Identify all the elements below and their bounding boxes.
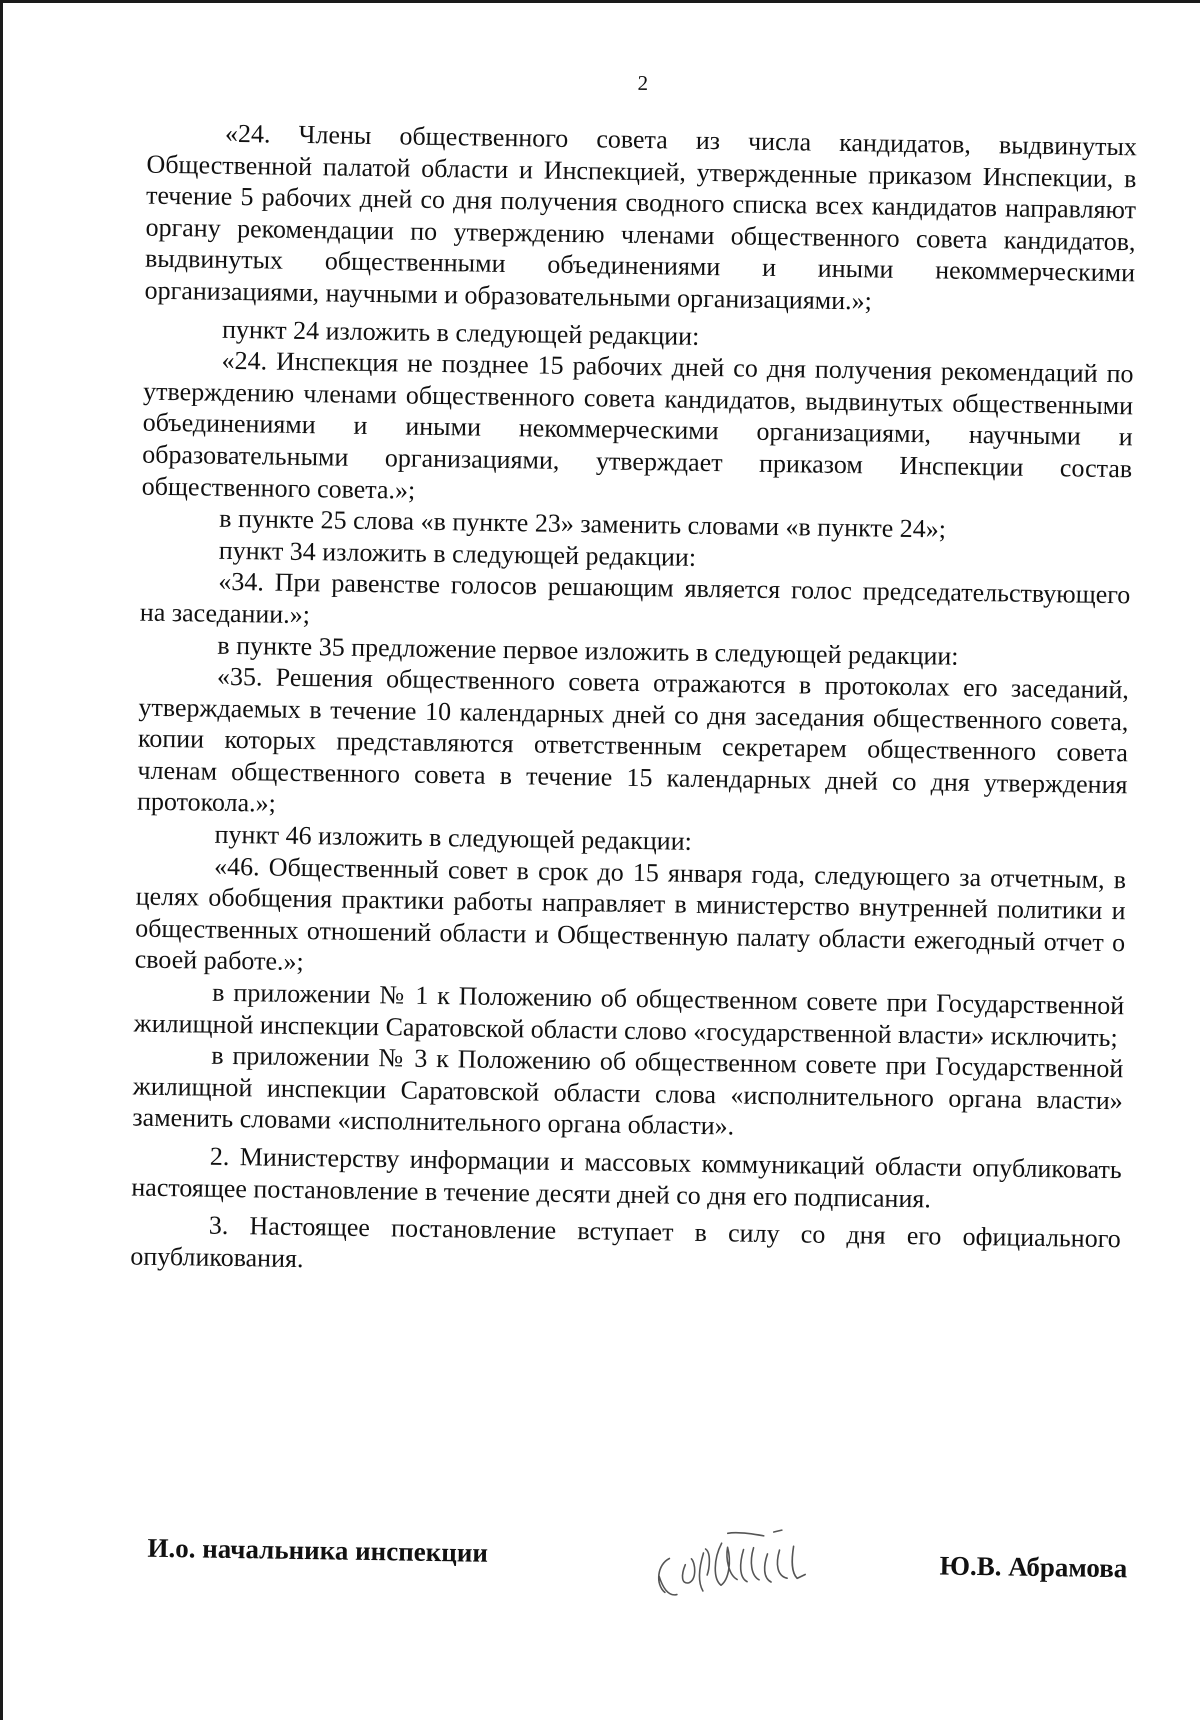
paragraph-item-35-new: «35. Решения общественного совета отражаются в протоколах его заседаний, утверждаемых в течение 10 календарных дней со дня заседания общественного совета, копии которых представляются ответственным секретарем общественного совета членам общественного совета в течение 15 календарных дней со дня утверждения протокола.»; xyxy=(136,661,1130,819)
paragraph-appendix-1: в приложении № 1 к Положению об общественном совете при Государственной жилищной инспекции Саратовской области слово «государственной власти» исключить; xyxy=(133,977,1125,1052)
signatory-position: И.о. начальника инспекции xyxy=(147,1532,489,1568)
paragraph-amend-35-intro: в пункте 35 предложение первое изложить в следующей редакции: xyxy=(217,630,959,671)
paragraph-amend-24-intro: пункт 24 изложить в следующей редакции: xyxy=(221,314,700,351)
paragraph-appendix-3: в приложении № 3 к Положению об общественном совете при Государственной жилищной инспекции Саратовской области слова «исполнительного органа власти» заменить словами «исполнительного органа области». xyxy=(132,1040,1124,1141)
paragraph-item-34-new: «34. При равенстве голосов решающим является голос председательствующего на заседании.»; xyxy=(139,567,1131,630)
paragraph-amend-25: в пункте 25 слова «в пункте 23» заменить словами «в пункте 24»; xyxy=(219,503,947,544)
handwritten-signature xyxy=(647,1518,828,1605)
paragraph-item-46-new: «46. Общественный совет в срок до 15 января года, следующего за отчетным, в целях обобщения практики работы направляет в министерство внутренней политики и общественных отношений области и Общественную палату области ежегодный отчет о своей работе.»; xyxy=(134,851,1127,977)
paragraph-amend-34-intro: пункт 34 изложить в следующей редакции: xyxy=(218,535,697,572)
signatory-name: Ю.В. Абрамова xyxy=(939,1550,1128,1584)
paragraph-item-24-new: «24. Инспекция не позднее 15 рабочих дней со дня получения рекомендаций по утверждению членами общественного совета кандидатов, выдвинутых общественными объединениями и иными некоммерческими организациями, научными и образовательными организациями, утверждает приказом Инспекции состав общественного совета.»; xyxy=(141,345,1134,505)
paragraph-amend-46-intro: пункт 46 изложить в следующей редакции: xyxy=(214,819,693,856)
document-page xyxy=(130,63,1138,1287)
paragraph-clause-3: 3. Настоящее постановление вступает в силу со дня его официального опубликования. xyxy=(130,1210,1121,1273)
signature-block xyxy=(147,1511,1128,1616)
page-number: 2 xyxy=(637,70,649,96)
paragraph-item-24-old: «24. Члены общественного совета из числа кандидатов, выдвинутых Общественной палатой области и Инспекцией, утвержденные приказом Инспекции, в течение 5 рабочих дней со дня получения сводного списка всех кандидатов направляют органу рекомендации по утверждению членами общественного совета кандидатов, выдвинутых общественными объединениями и иными некоммерческими организациями, научными и образовательными организациями.»; xyxy=(144,118,1138,316)
paragraph-clause-2: 2. Министерству информации и массовых коммуникаций области опубликовать настоящее постановление в течение десяти дней со дня его подписания. xyxy=(131,1141,1122,1213)
